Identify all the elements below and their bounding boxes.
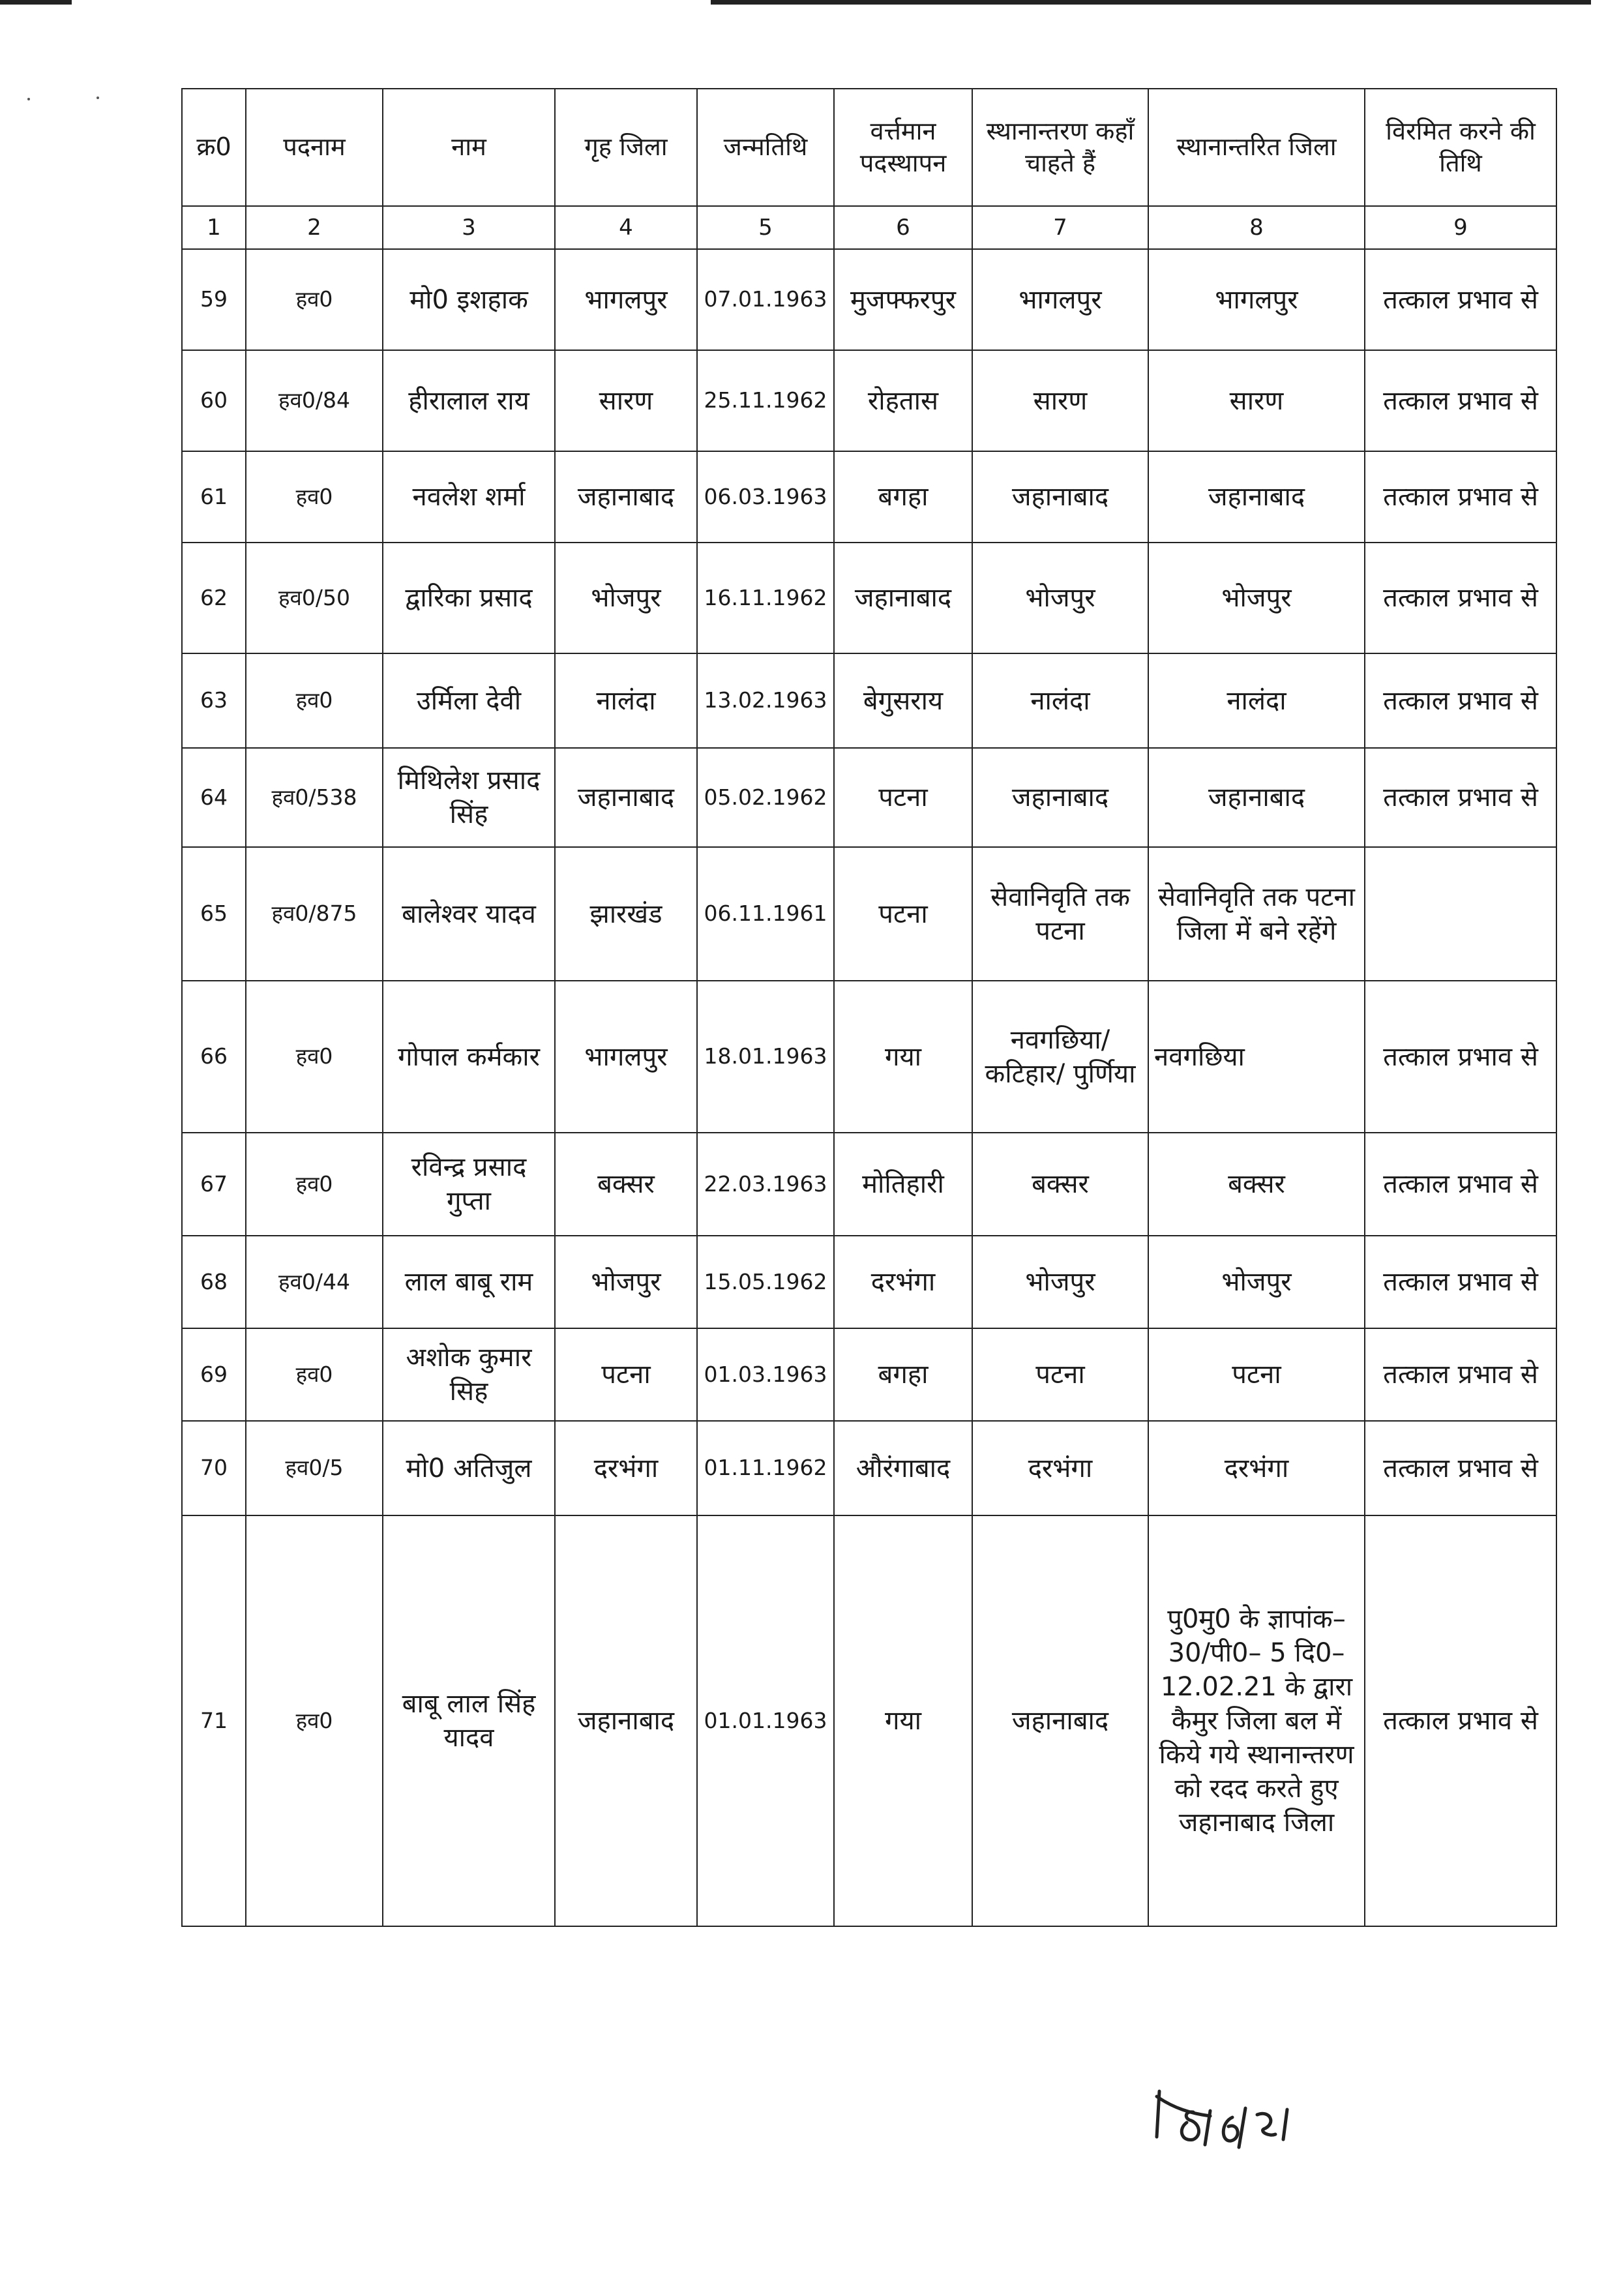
preferred-district-cell: बक्सर <box>972 1133 1148 1236</box>
header-cell: स्थानान्तरण कहाँ चाहते हैं <box>972 89 1148 206</box>
home-district-cell: भोजपुर <box>555 1236 697 1328</box>
name-cell: मिथिलेश प्रसाद सिंह <box>383 748 555 847</box>
relieving-date-cell: तत्काल प्रभाव से <box>1365 249 1556 350</box>
current-posting-cell: बेगुसराय <box>834 653 972 748</box>
name-cell: हीरालाल राय <box>383 350 555 451</box>
header-cell: विरमित करने की तिथि <box>1365 89 1556 206</box>
header-cell: क्र0 <box>182 89 246 206</box>
relieving-date-cell: तत्काल प्रभाव से <box>1365 543 1556 653</box>
name-cell: द्वारिका प्रसाद <box>383 543 555 653</box>
transferred-district-cell: नालंदा <box>1148 653 1365 748</box>
serial-number-cell: 71 <box>182 1515 246 1926</box>
dob-cell: 01.11.1962 <box>697 1421 834 1515</box>
serial-number-cell: 68 <box>182 1236 246 1328</box>
column-number: 5 <box>697 206 834 249</box>
current-posting-cell: रोहतास <box>834 350 972 451</box>
name-cell: लाल बाबू राम <box>383 1236 555 1328</box>
relieving-date-cell: तत्काल प्रभाव से <box>1365 1328 1556 1421</box>
post-cell: हव0/50 <box>246 543 383 653</box>
dob-cell: 15.05.1962 <box>697 1236 834 1328</box>
header-row <box>182 89 1556 206</box>
table-row <box>182 748 1556 847</box>
post-cell: हव0/84 <box>246 350 383 451</box>
home-district-cell: झारखंड <box>555 847 697 981</box>
table-row <box>182 653 1556 748</box>
relieving-date-cell: तत्काल प्रभाव से <box>1365 981 1556 1133</box>
name-cell: मो0 इशहाक <box>383 249 555 350</box>
name-cell: अशोक कुमार सिह <box>383 1328 555 1421</box>
serial-number-cell: 63 <box>182 653 246 748</box>
post-cell: हव0 <box>246 653 383 748</box>
name-cell: उर्मिला देवी <box>383 653 555 748</box>
dob-cell: 05.02.1962 <box>697 748 834 847</box>
header-cell: स्थानान्तरित जिला <box>1148 89 1365 206</box>
serial-number-cell: 67 <box>182 1133 246 1236</box>
post-cell: हव0 <box>246 249 383 350</box>
table-row <box>182 981 1556 1133</box>
serial-number-cell: 64 <box>182 748 246 847</box>
dob-cell: 06.11.1961 <box>697 847 834 981</box>
home-district-cell: बक्सर <box>555 1133 697 1236</box>
home-district-cell: दरभंगा <box>555 1421 697 1515</box>
preferred-district-cell: दरभंगा <box>972 1421 1148 1515</box>
post-cell: हव0/875 <box>246 847 383 981</box>
preferred-district-cell: सेवानिवृति तक पटना <box>972 847 1148 981</box>
current-posting-cell: बगहा <box>834 451 972 543</box>
column-number: 1 <box>182 206 246 249</box>
home-district-cell: जहानाबाद <box>555 451 697 543</box>
column-number-row <box>182 206 1556 249</box>
transferred-district-cell: भोजपुर <box>1148 543 1365 653</box>
table-row <box>182 249 1556 350</box>
preferred-district-cell: जहानाबाद <box>972 1515 1148 1926</box>
current-posting-cell: पटना <box>834 847 972 981</box>
header-cell: वर्त्तमान पदस्थापन <box>834 89 972 206</box>
current-posting-cell: गया <box>834 1515 972 1926</box>
home-district-cell: भोजपुर <box>555 543 697 653</box>
preferred-district-cell: भोजपुर <box>972 543 1148 653</box>
transferred-district-cell: भोजपुर <box>1148 1236 1365 1328</box>
relieving-date-cell: तत्काल प्रभाव से <box>1365 1515 1556 1926</box>
dob-cell: 07.01.1963 <box>697 249 834 350</box>
preferred-district-cell: नालंदा <box>972 653 1148 748</box>
post-cell: हव0/44 <box>246 1236 383 1328</box>
transferred-district-cell: पटना <box>1148 1328 1365 1421</box>
scan-speck <box>27 98 30 100</box>
serial-number-cell: 65 <box>182 847 246 981</box>
name-cell: मो0 अतिजुल <box>383 1421 555 1515</box>
serial-number-cell: 60 <box>182 350 246 451</box>
table-row <box>182 1133 1556 1236</box>
relieving-date-cell: तत्काल प्रभाव से <box>1365 748 1556 847</box>
column-number: 7 <box>972 206 1148 249</box>
post-cell: हव0/538 <box>246 748 383 847</box>
column-number: 2 <box>246 206 383 249</box>
top-rule-right <box>711 0 1591 5</box>
header-cell: जन्मतिथि <box>697 89 834 206</box>
header-cell: नाम <box>383 89 555 206</box>
column-number: 9 <box>1365 206 1556 249</box>
signature <box>1148 2077 1317 2155</box>
name-cell: गोपाल कर्मकार <box>383 981 555 1133</box>
relieving-date-cell: तत्काल प्रभाव से <box>1365 653 1556 748</box>
table-row <box>182 350 1556 451</box>
dob-cell: 16.11.1962 <box>697 543 834 653</box>
post-cell: हव0 <box>246 1515 383 1926</box>
home-district-cell: भागलपुर <box>555 249 697 350</box>
serial-number-cell: 62 <box>182 543 246 653</box>
column-number: 4 <box>555 206 697 249</box>
preferred-district-cell: नवगछिया/ कटिहार/ पुर्णिया <box>972 981 1148 1133</box>
transferred-district-cell: दरभंगा <box>1148 1421 1365 1515</box>
transferred-district-cell: सारण <box>1148 350 1365 451</box>
dob-cell: 25.11.1962 <box>697 350 834 451</box>
relieving-date-cell: तत्काल प्रभाव से <box>1365 1236 1556 1328</box>
dob-cell: 01.03.1963 <box>697 1328 834 1421</box>
dob-cell: 01.01.1963 <box>697 1515 834 1926</box>
relieving-date-cell: तत्काल प्रभाव से <box>1365 350 1556 451</box>
header-cell: पदनाम <box>246 89 383 206</box>
preferred-district-cell: सारण <box>972 350 1148 451</box>
preferred-district-cell: पटना <box>972 1328 1148 1421</box>
current-posting-cell: दरभंगा <box>834 1236 972 1328</box>
serial-number-cell: 69 <box>182 1328 246 1421</box>
home-district-cell: सारण <box>555 350 697 451</box>
header-cell: गृह जिला <box>555 89 697 206</box>
scan-speck <box>97 97 99 99</box>
current-posting-cell: मुजफ्फरपुर <box>834 249 972 350</box>
dob-cell: 22.03.1963 <box>697 1133 834 1236</box>
table-row <box>182 543 1556 653</box>
transferred-district-cell: नवगछिया <box>1148 981 1365 1133</box>
preferred-district-cell: जहानाबाद <box>972 451 1148 543</box>
relieving-date-cell: तत्काल प्रभाव से <box>1365 1421 1556 1515</box>
post-cell: हव0 <box>246 1328 383 1421</box>
preferred-district-cell: भागलपुर <box>972 249 1148 350</box>
dob-cell: 06.03.1963 <box>697 451 834 543</box>
relieving-date-cell: तत्काल प्रभाव से <box>1365 451 1556 543</box>
table-row <box>182 451 1556 543</box>
transferred-district-cell: जहानाबाद <box>1148 748 1365 847</box>
top-rule-left <box>0 0 72 5</box>
home-district-cell: पटना <box>555 1328 697 1421</box>
current-posting-cell: गया <box>834 981 972 1133</box>
column-number: 8 <box>1148 206 1365 249</box>
current-posting-cell: औरंगाबाद <box>834 1421 972 1515</box>
home-district-cell: जहानाबाद <box>555 748 697 847</box>
table-row <box>182 1236 1556 1328</box>
dob-cell: 18.01.1963 <box>697 981 834 1133</box>
serial-number-cell: 59 <box>182 249 246 350</box>
home-district-cell: जहानाबाद <box>555 1515 697 1926</box>
transferred-district-cell: सेवानिवृति तक पटना जिला में बने रहेंगे <box>1148 847 1365 981</box>
transferred-district-cell: जहानाबाद <box>1148 451 1365 543</box>
home-district-cell: भागलपुर <box>555 981 697 1133</box>
column-number: 6 <box>834 206 972 249</box>
name-cell: बाबू लाल सिंह यादव <box>383 1515 555 1926</box>
preferred-district-cell: भोजपुर <box>972 1236 1148 1328</box>
relieving-date-cell: तत्काल प्रभाव से <box>1365 1133 1556 1236</box>
name-cell: रविन्द्र प्रसाद गुप्ता <box>383 1133 555 1236</box>
current-posting-cell: जहानाबाद <box>834 543 972 653</box>
current-posting-cell: पटना <box>834 748 972 847</box>
home-district-cell: नालंदा <box>555 653 697 748</box>
current-posting-cell: मोतिहारी <box>834 1133 972 1236</box>
transferred-district-cell: बक्सर <box>1148 1133 1365 1236</box>
table-row <box>182 1328 1556 1421</box>
serial-number-cell: 61 <box>182 451 246 543</box>
relieving-date-cell <box>1365 847 1556 981</box>
post-cell: हव0/5 <box>246 1421 383 1515</box>
current-posting-cell: बगहा <box>834 1328 972 1421</box>
post-cell: हव0 <box>246 451 383 543</box>
column-number: 3 <box>383 206 555 249</box>
name-cell: बालेश्वर यादव <box>383 847 555 981</box>
transfer-table <box>181 88 1557 1927</box>
table-row <box>182 1421 1556 1515</box>
serial-number-cell: 66 <box>182 981 246 1133</box>
table-row <box>182 1515 1556 1926</box>
post-cell: हव0 <box>246 1133 383 1236</box>
dob-cell: 13.02.1963 <box>697 653 834 748</box>
name-cell: नवलेश शर्मा <box>383 451 555 543</box>
post-cell: हव0 <box>246 981 383 1133</box>
transferred-district-cell: भागलपुर <box>1148 249 1365 350</box>
transferred-district-cell: पु0मु0 के ज्ञापांक–30/पी0– 5 दि0–12.02.21 के द्वारा कैमुर जिला बल में किये गये स्थानान्तरण को रदद करते हुए जहानाबाद जिला <box>1148 1515 1365 1926</box>
serial-number-cell: 70 <box>182 1421 246 1515</box>
table-row <box>182 847 1556 981</box>
preferred-district-cell: जहानाबाद <box>972 748 1148 847</box>
